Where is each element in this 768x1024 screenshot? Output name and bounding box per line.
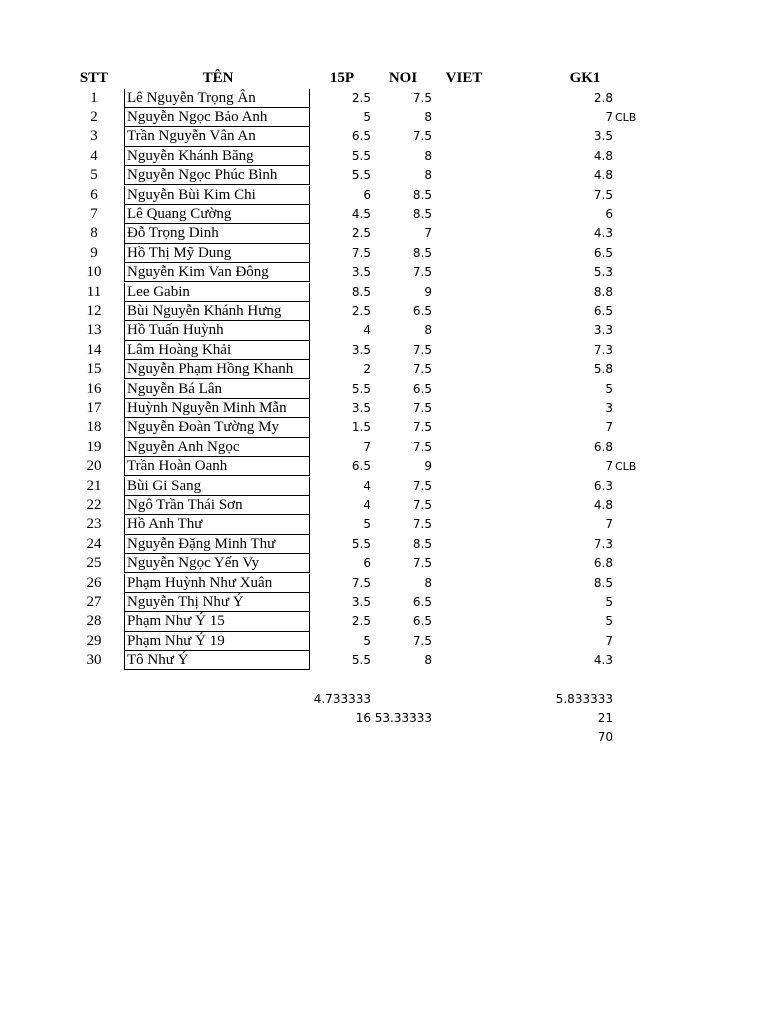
cell-noi: 8 [424, 109, 432, 124]
cell-gk1: 6.5 [593, 303, 613, 318]
cell-stt: 11 [86, 283, 102, 300]
cell-gk1: 6.8 [593, 556, 613, 571]
cell-stt: 19 [86, 438, 102, 455]
table-row [0, 244, 768, 263]
cell-stt: 29 [86, 632, 102, 649]
cell-gk1: 8.8 [593, 284, 613, 299]
cell-15p: 3.5 [351, 265, 371, 280]
cell-name: Nguyễn Khánh Băng [124, 147, 310, 166]
cell-stt: 16 [86, 380, 102, 397]
cell-stt: 3 [90, 128, 98, 145]
cell-15p: 7.5 [351, 245, 371, 260]
cell-gk1: 7.3 [593, 342, 613, 357]
cell-gk1: 7.3 [593, 536, 613, 551]
cell-gk1: 7 [605, 633, 613, 648]
header-noi: NOI [388, 70, 418, 86]
cell-gk1: 7.5 [593, 187, 613, 202]
cell-noi: 7.5 [412, 129, 432, 144]
cell-15p: 5.5 [351, 381, 371, 396]
cell-noi: 7.5 [412, 420, 432, 435]
cell-stt: 17 [86, 399, 102, 416]
cell-gk1: 7 [605, 459, 613, 474]
table-row [0, 147, 768, 166]
cell-15p: 3.5 [351, 594, 371, 609]
cell-noi: 6.5 [412, 303, 432, 318]
cell-noi: 8.5 [412, 245, 432, 260]
cell-note: CLB [615, 460, 637, 474]
cell-name: Lê Nguyễn Trọng Ân [124, 89, 310, 108]
cell-gk1: 4.8 [593, 148, 613, 163]
cell-name: Hồ Tuấn Huỳnh [124, 321, 310, 340]
table-row [0, 205, 768, 224]
table-row [0, 302, 768, 321]
cell-name: Nguyễn Thị Như Ý [124, 593, 310, 612]
cell-noi: 6.5 [412, 594, 432, 609]
table-row [0, 515, 768, 534]
cell-stt: 10 [86, 264, 102, 281]
cell-name: Nguyễn Ngọc Phúc Bình [124, 166, 310, 185]
cell-stt: 8 [90, 225, 98, 242]
cell-noi: 7.5 [412, 362, 432, 377]
table-row [0, 360, 768, 379]
cell-noi: 7.5 [412, 517, 432, 532]
cell-15p: 6 [363, 187, 371, 202]
cell-gk1: 6.3 [593, 478, 613, 493]
cell-stt: 6 [90, 186, 98, 203]
cell-name: Hồ Anh Thư [124, 515, 310, 534]
cell-stt: 15 [86, 361, 102, 378]
cell-15p: 5.5 [351, 653, 371, 668]
table-row [0, 438, 768, 457]
cell-15p: 2.5 [351, 614, 371, 629]
cell-gk1: 7 [605, 517, 613, 532]
table-row [0, 418, 768, 437]
cell-noi: 8 [424, 323, 432, 338]
cell-name: Phạm Như Ý 15 [124, 612, 310, 631]
table-row [0, 283, 768, 302]
cell-noi: 7.5 [412, 342, 432, 357]
cell-gk1: 5 [605, 381, 613, 396]
avg-gk1: 5.833333 [555, 692, 613, 706]
cell-15p: 5.5 [351, 168, 371, 183]
cell-15p: 6 [363, 556, 371, 571]
avg-15p: 4.733333 [313, 692, 371, 706]
cell-stt: 5 [90, 167, 98, 184]
cell-noi: 8 [424, 168, 432, 183]
cell-15p: 3.5 [351, 342, 371, 357]
table-row [0, 224, 768, 243]
cell-gk1: 3.3 [593, 323, 613, 338]
cell-noi: 8.5 [412, 536, 432, 551]
cell-stt: 12 [86, 302, 102, 319]
cell-15p: 4 [363, 323, 371, 338]
table-row [0, 612, 768, 631]
cell-stt: 1 [90, 89, 98, 106]
table-row [0, 632, 768, 651]
table-row [0, 593, 768, 612]
cell-15p: 5.5 [351, 148, 371, 163]
cell-noi: 7.5 [412, 556, 432, 571]
cell-name: Lee Gabin [124, 283, 310, 302]
cell-gk1: 4.3 [593, 226, 613, 241]
cell-15p: 5 [363, 633, 371, 648]
cell-name: Bùi Gi Sang [124, 477, 310, 496]
cell-gk1: 7 [605, 420, 613, 435]
cell-noi: 8.5 [412, 187, 432, 202]
cell-note: CLB [615, 110, 637, 124]
count-gk1: 21 [597, 711, 613, 725]
cell-stt: 9 [90, 244, 98, 261]
cell-noi: 7.5 [412, 265, 432, 280]
cell-name: Nguyễn Anh Ngọc [124, 438, 310, 457]
cell-name: Lê Quang Cường [124, 205, 310, 224]
table-row [0, 574, 768, 593]
cell-noi: 7.5 [412, 478, 432, 493]
cell-stt: 23 [86, 516, 102, 533]
cell-15p: 4 [363, 478, 371, 493]
cell-15p: 6.5 [351, 129, 371, 144]
cell-stt: 7 [90, 205, 98, 222]
header-viet: VIET [445, 70, 483, 86]
cell-name: Nguyễn Phạm Hồng Khanh [124, 360, 310, 379]
cell-gk1: 7 [605, 109, 613, 124]
table-row [0, 535, 768, 554]
cell-15p: 5 [363, 109, 371, 124]
cell-name: Đỗ Trọng Dinh [124, 224, 310, 243]
cell-name: Nguyễn Bùi Kim Chi [124, 186, 310, 205]
pct-noi: 53.33333 [374, 711, 432, 725]
cell-noi: 7.5 [412, 90, 432, 105]
cell-name: Hồ Thị Mỹ Dung [124, 244, 310, 263]
count-15p: 16 [355, 711, 371, 725]
table-row [0, 380, 768, 399]
cell-noi: 7.5 [412, 439, 432, 454]
cell-15p: 7.5 [351, 575, 371, 590]
cell-stt: 20 [86, 458, 102, 475]
cell-noi: 8 [424, 148, 432, 163]
header-15p: 15P [329, 70, 355, 86]
cell-name: Ngô Trần Thái Sơn [124, 496, 310, 515]
cell-15p: 4 [363, 497, 371, 512]
table-row [0, 477, 768, 496]
table-row [0, 399, 768, 418]
cell-name: Trần Hoàn Oanh [124, 457, 310, 476]
cell-stt: 25 [86, 555, 102, 572]
cell-name: Nguyễn Ngọc Yến Vy [124, 554, 310, 573]
cell-stt: 30 [86, 652, 102, 669]
cell-noi: 8 [424, 575, 432, 590]
cell-gk1: 4.8 [593, 497, 613, 512]
table-row [0, 108, 768, 127]
table-row [0, 186, 768, 205]
cell-noi: 7.5 [412, 497, 432, 512]
cell-15p: 1.5 [351, 420, 371, 435]
cell-noi: 6.5 [412, 381, 432, 396]
table-row [0, 263, 768, 282]
cell-gk1: 2.8 [593, 90, 613, 105]
cell-stt: 26 [86, 574, 102, 591]
cell-name: Nguyễn Kim Van Đông [124, 263, 310, 282]
cell-name: Lâm Hoàng Khải [124, 341, 310, 360]
cell-name: Trần Nguyễn Vân An [124, 127, 310, 146]
cell-stt: 4 [90, 147, 98, 164]
cell-noi: 9 [424, 459, 432, 474]
cell-gk1: 6.8 [593, 439, 613, 454]
cell-15p: 5 [363, 517, 371, 532]
cell-15p: 2.5 [351, 90, 371, 105]
cell-stt: 14 [86, 341, 102, 358]
cell-gk1: 4.8 [593, 168, 613, 183]
table-row [0, 496, 768, 515]
cell-15p: 2.5 [351, 226, 371, 241]
cell-name: Nguyễn Đoàn Tường My [124, 418, 310, 437]
pct-gk1: 70 [597, 730, 613, 744]
cell-gk1: 3.5 [593, 129, 613, 144]
cell-stt: 13 [86, 322, 102, 339]
cell-15p: 4.5 [351, 206, 371, 221]
table-row [0, 341, 768, 360]
cell-gk1: 6.5 [593, 245, 613, 260]
cell-15p: 3.5 [351, 400, 371, 415]
cell-name: Bùi Nguyễn Khánh Hưng [124, 302, 310, 321]
cell-15p: 2.5 [351, 303, 371, 318]
table-row [0, 457, 768, 476]
cell-stt: 24 [86, 535, 102, 552]
cell-gk1: 5.3 [593, 265, 613, 280]
cell-name: Nguyễn Ngọc Bảo Anh [124, 108, 310, 127]
cell-name: Huỳnh Nguyễn Minh Mẫn [124, 399, 310, 418]
cell-noi: 7.5 [412, 633, 432, 648]
cell-gk1: 8.5 [593, 575, 613, 590]
cell-15p: 6.5 [351, 459, 371, 474]
cell-stt: 2 [90, 108, 98, 125]
cell-noi: 8 [424, 653, 432, 668]
table-row [0, 554, 768, 573]
cell-gk1: 5.8 [593, 362, 613, 377]
cell-stt: 28 [86, 613, 102, 630]
cell-gk1: 3 [605, 400, 613, 415]
cell-name: Phạm Huỳnh Như Xuân [124, 574, 310, 593]
cell-gk1: 5 [605, 614, 613, 629]
table-row [0, 166, 768, 185]
cell-noi: 9 [424, 284, 432, 299]
cell-gk1: 4.3 [593, 653, 613, 668]
cell-stt: 27 [86, 593, 102, 610]
cell-stt: 22 [86, 496, 102, 513]
header-ten: TÊN [202, 70, 234, 86]
cell-noi: 7.5 [412, 400, 432, 415]
cell-15p: 2 [363, 362, 371, 377]
cell-noi: 8.5 [412, 206, 432, 221]
cell-name: Phạm Như Ý 19 [124, 632, 310, 651]
cell-stt: 18 [86, 419, 102, 436]
cell-15p: 7 [363, 439, 371, 454]
cell-name: Nguyễn Đặng Minh Thư [124, 535, 310, 554]
cell-15p: 5.5 [351, 536, 371, 551]
cell-stt: 21 [86, 477, 102, 494]
table-row [0, 89, 768, 108]
table-row [0, 651, 768, 670]
cell-noi: 7 [424, 226, 432, 241]
cell-noi: 6.5 [412, 614, 432, 629]
header-stt: STT [79, 70, 109, 86]
cell-gk1: 5 [605, 594, 613, 609]
header-gk1: GK1 [569, 70, 601, 86]
cell-15p: 8.5 [351, 284, 371, 299]
cell-name: Nguyễn Bá Lân [124, 380, 310, 399]
cell-gk1: 6 [605, 206, 613, 221]
cell-name: Tô Như Ý [124, 651, 310, 670]
table-row [0, 321, 768, 340]
table-row [0, 127, 768, 146]
